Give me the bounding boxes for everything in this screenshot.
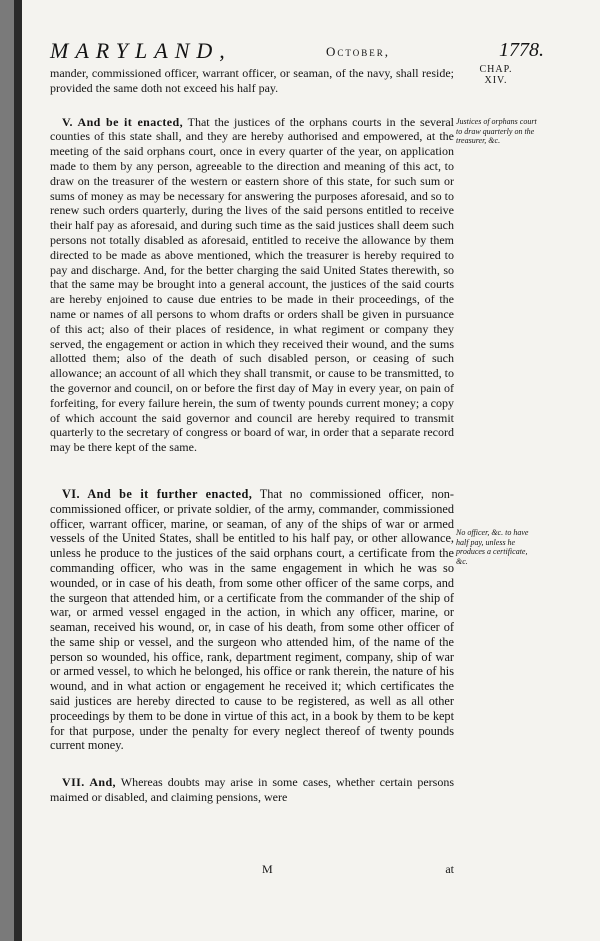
page-header xyxy=(50,38,544,62)
margin-note-justices: Justices of orphans court to draw quarterly on the treasurer, &c. xyxy=(456,117,537,145)
chapter-marker xyxy=(456,64,536,86)
page-footer xyxy=(50,862,454,878)
section-5 xyxy=(50,115,454,455)
page-edge xyxy=(14,0,22,941)
chapter-label: CHAP. xyxy=(479,64,513,75)
section-6 xyxy=(50,487,454,753)
body-text xyxy=(50,66,454,805)
printed-page xyxy=(22,0,600,941)
chapter-number: XIV. xyxy=(484,75,508,86)
continuation-paragraph: mander, commissioned officer, warrant officer, or seaman, of the navy, shall reside; provided the same doth not exceed his half pay. xyxy=(50,66,454,95)
section-7-text: Whereas doubts may arise in some cases, whether certain persons maimed or disabled, and claiming pensions, were xyxy=(50,775,454,805)
signature-mark: M xyxy=(262,862,273,876)
margin-note-certificate: No officer, &c. to have half pay, unless he produces a certificate, &c. xyxy=(456,528,529,566)
section-6-text: That no commissioned officer, non-commissioned officer, or private soldier, of the army, commander, commissioned officer, warrant officer, marine, or seaman, of any of the ships of war or armed vessels of the United States, shall be entitled to his half pay, or other allowance, unless he produce to the justices of the said orphans court, a certificate from the commanding officer, who was in the same engagement in which he was so wounded, or in case of his death, from some other officer of the same corps, and the surgeon that attended him, or a certificate from the commander of the ship of war, or armed vessel engaged in the action, in which any officer, marine, or seaman, received his wound, or, in case of his death, from some other officer of the same ship or vessel, and the surgeon who attended him, of the name of the person so wounded, his office, rank, department regiment, company, ship of war or armed vessel, to which he belonged, his office or rank therein, the nature of his wound, and in what action or engagement he received it; which certificates the said justices are hereby directed to cause to be registered, as well as all other proceedings by them to be done in virtue of this act, in a book by them to be kept for that purpose, under the penalty for every neglect thereof of twenty pounds current money. xyxy=(50,486,454,753)
section-7-opening: VII. And, xyxy=(62,775,116,790)
section-5-text: That the justices of the orphans courts in the several counties of this state shall, and they are hereby authorised and empowered, at the meeting of the said orphans court, once in every quarter of the year, on application made to them by any person, agreeable to the direction and meaning of this act, to draw on the treasurer of the western or eastern shore of this state, for such sum or sums of money as may be necessary for answering the purposes aforesaid, and so to renew such orders quarterly, during the lives of the said persons entitled to receive their half pay as aforesaid, and during such time as the said justices shall deem such persons not totally disabled as aforesaid, entitled to receive the allowance by them directed to be made as above mentioned, which the treasurer is hereby required to pay and discharge. And, for the better charging the said United States therewith, so that the same may be brought into a general account, the justices of the said courts are hereby enjoined to cause due entries to be made in their proceedings, of the name or names of all persons to whom drafts or orders shall be given in pursuance of this act; also of their places of residence, in what regiment or company they served, the engagement or action in which they received their wound, and the sums allotted them; also of the death of such disabled person, or ceasing of such allowance; an account of all which they shall transmit, or cause to be transmitted, to the governor and council, on or before the first day of May in every year, on pain of forfeiting, for every failure herein, the sum of twenty pounds current money; a copy of which account the said governor and council are hereby required to transmit quarterly to the secretary of congress or board of war, in order that a separate record may be there kept of the same. xyxy=(50,114,454,455)
header-month: October, xyxy=(326,44,390,59)
header-year: 1778. xyxy=(499,39,544,61)
catchword: at xyxy=(445,862,454,876)
running-title: MARYLAND, xyxy=(50,38,232,63)
section-6-opening: VI. And be it further enacted, xyxy=(62,486,253,501)
section-7 xyxy=(50,775,454,805)
section-5-opening: V. And be it enacted, xyxy=(62,114,183,129)
